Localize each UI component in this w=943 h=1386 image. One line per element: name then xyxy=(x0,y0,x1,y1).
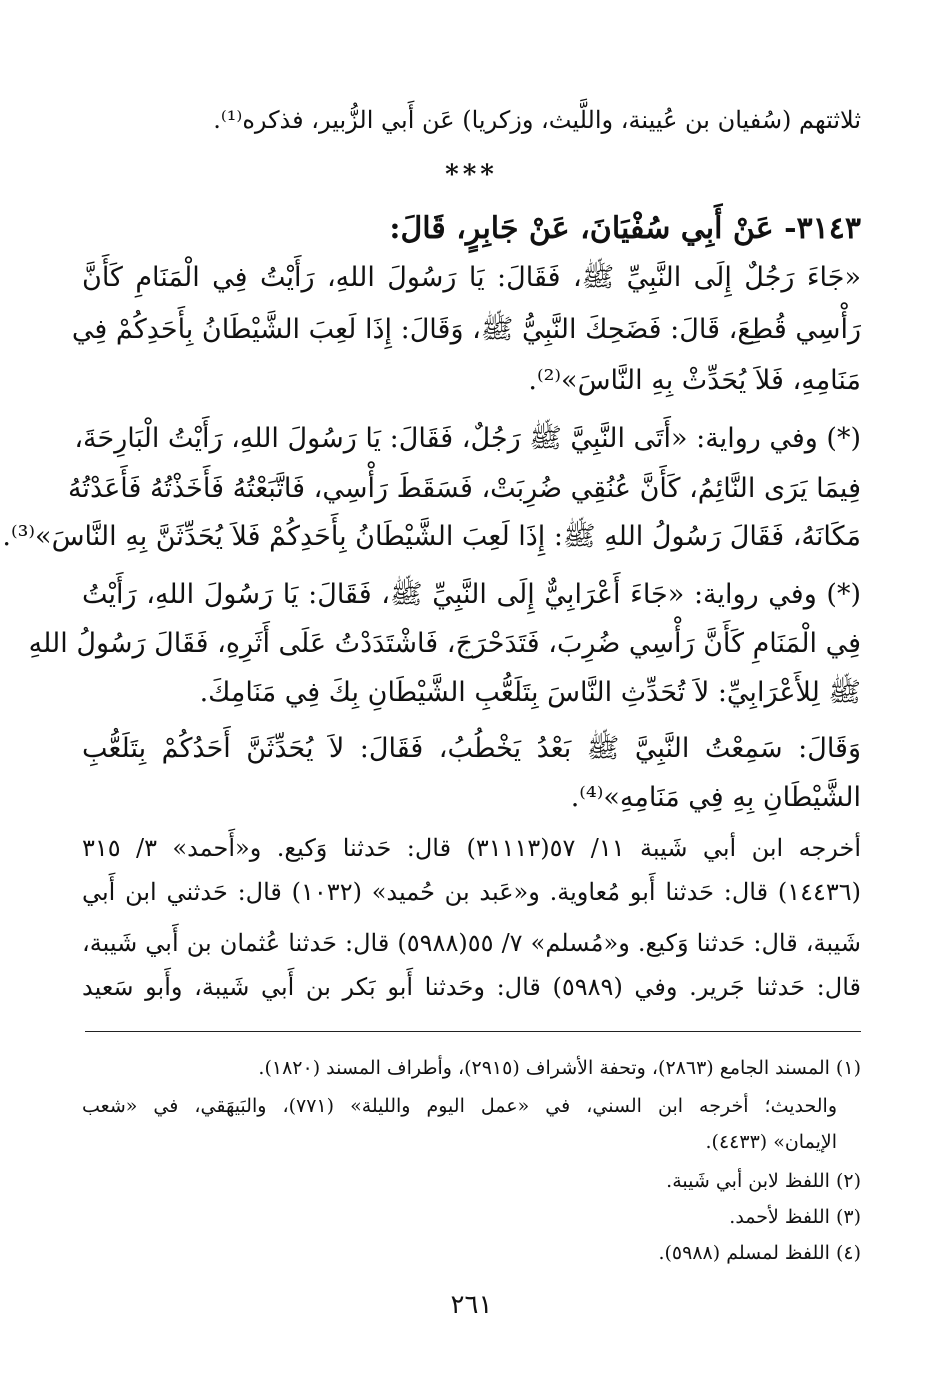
riwaya-line: (*) وفي رواية: «جَاءَ أَعْرَابِيٌّ إِلَى النَّبِيِّ ﷺ، فَقَالَ: يَا رَسُولَ اللهِ، رَأَيْتُ xyxy=(82,579,861,610)
footnote: الإيمان» (٤٤٣٣). xyxy=(705,1131,837,1153)
page-number: ٢٦١ xyxy=(450,1290,493,1320)
intro-line: ثلاثتهم (سُفيان بن عُيينة، واللَّيث، وزكريا) عَن أَبي الزُّبير، فذكره⁽¹⁾. xyxy=(213,106,861,134)
footnote: (١) المسند الجامع (٢٨٦٣)، وتحفة الأشراف (٢٩١٥)، وأطراف المسند (١٨٢٠). xyxy=(258,1057,861,1079)
riwaya-line: وَقَالَ: سَمِعْتُ النَّبِيَّ ﷺ بَعْدُ يَخْطُبُ، فَقَالَ: لاَ يُحَدِّثَنَّ أَحَدُكُمْ بِتَلَعُّبِ xyxy=(82,733,861,764)
riwaya-line: (*) وفي رواية: «أَتَى النَّبِيَّ ﷺ رَجُلٌ، فَقَالَ: يَا رَسُولَ اللهِ، رَأَيْتُ الْبَارِحَةَ، xyxy=(74,423,861,454)
footnote: (٤) اللفظ لمسلم (٥٩٨٨). xyxy=(658,1242,861,1264)
footnote: (٢) اللفظ لابن أبي شَيبة. xyxy=(666,1170,861,1192)
riwaya-line: مَكَانَهُ، فَقَالَ رَسُولُ اللهِ ﷺ: إِذَا لَعِبَ الشَّيْطَانُ بِأَحَدِكُمْ فَلاَ يُحَدِّثَنَّ بِهِ النَّاسَ»⁽³⁾. xyxy=(2,521,861,552)
riwaya-line: فِي الْمَنَامِ كَأَنَّ رَأْسِي ضُرِبَ، فَتَدَحْرَجَ، فَاشْتَدَدْتُ عَلَى أَثَرِهِ، فَقَالَ رَسُولُ اللهِ xyxy=(28,628,861,659)
takhrij-line: (١٤٤٣٦) قال: حَدثنا أَبو مُعاوية. و«عَبد بن حُميد» (١٠٣٢) قال: حَدثني ابن أَبي xyxy=(82,878,862,906)
section-separator: *** xyxy=(445,160,498,190)
footnote: (٣) اللفظ لأحمد. xyxy=(729,1206,861,1228)
takhrij-line: أخرجه ابن أبي شَيبة ١١/ ٥٧(٣١١١٣) قال: حَدثنا وَكيع. و«أَحمد» ٣/ ٣١٥ xyxy=(82,834,862,862)
riwaya-line: ﷺ لِلأَعْرَابِيِّ: لاَ تُحَدِّثِ النَّاسَ بِتَلَعُّبِ الشَّيْطَانِ بِكَ فِي مَنَامِكَ. xyxy=(199,677,861,708)
hadith-text-line: مَنَامِهِ، فَلاَ يُحَدِّثْ بِهِ النَّاسَ»⁽²⁾. xyxy=(528,365,861,396)
hadith-heading: ٣١٤٣- عَنْ أَبِي سُفْيَانَ، عَنْ جَابِرٍ، قَالَ: xyxy=(389,211,861,246)
footnote: والحديث؛ أخرجه ابن السني، في «عمل اليوم والليلة» (٧٧١)، والبَيهَقي، في «شعب xyxy=(82,1095,837,1117)
takhrij-line: قال: حَدثنا جَرير. وفي (٥٩٨٩) قال: وحَدثنا أَبو بَكر بن أَبي شَيبة، وأَبو سَعيد xyxy=(82,973,861,1001)
hadith-text-line: رَأْسِي قُطِعَ، قَالَ: فَضَحِكَ النَّبِيُّ ﷺ، وَقَالَ: إِذَا لَعِبَ الشَّيْطَانُ بِأَحَدِكُمْ فِي xyxy=(71,314,861,345)
riwaya-line: الشَّيْطَانِ بِهِ فِي مَنَامِهِ»⁽⁴⁾. xyxy=(570,782,861,813)
riwaya-line: فِيمَا يَرَى النَّائِمُ، كَأَنَّ عُنُقِي ضُرِبَتْ، فَسَقَطَ رَأْسِي، فَاتَّبَعْتُهُ فَأَخَذْتُهُ فَأَعَدْتُهُ xyxy=(68,473,861,504)
footnote-divider xyxy=(85,1031,861,1032)
takhrij-line: شَيبة، قال: حَدثنا وَكيع. و«مُسلم» ٧/ ٥٥(٥٩٨٨) قال: حَدثنا عُثمان بن أَبي شَيبة، xyxy=(82,929,861,957)
hadith-text-line: «جَاءَ رَجُلٌ إِلَى النَّبِيِّ ﷺ، فَقَالَ: يَا رَسُولَ اللهِ، رَأَيْتُ فِي الْمَنَامِ كَأَنَّ xyxy=(82,262,861,293)
